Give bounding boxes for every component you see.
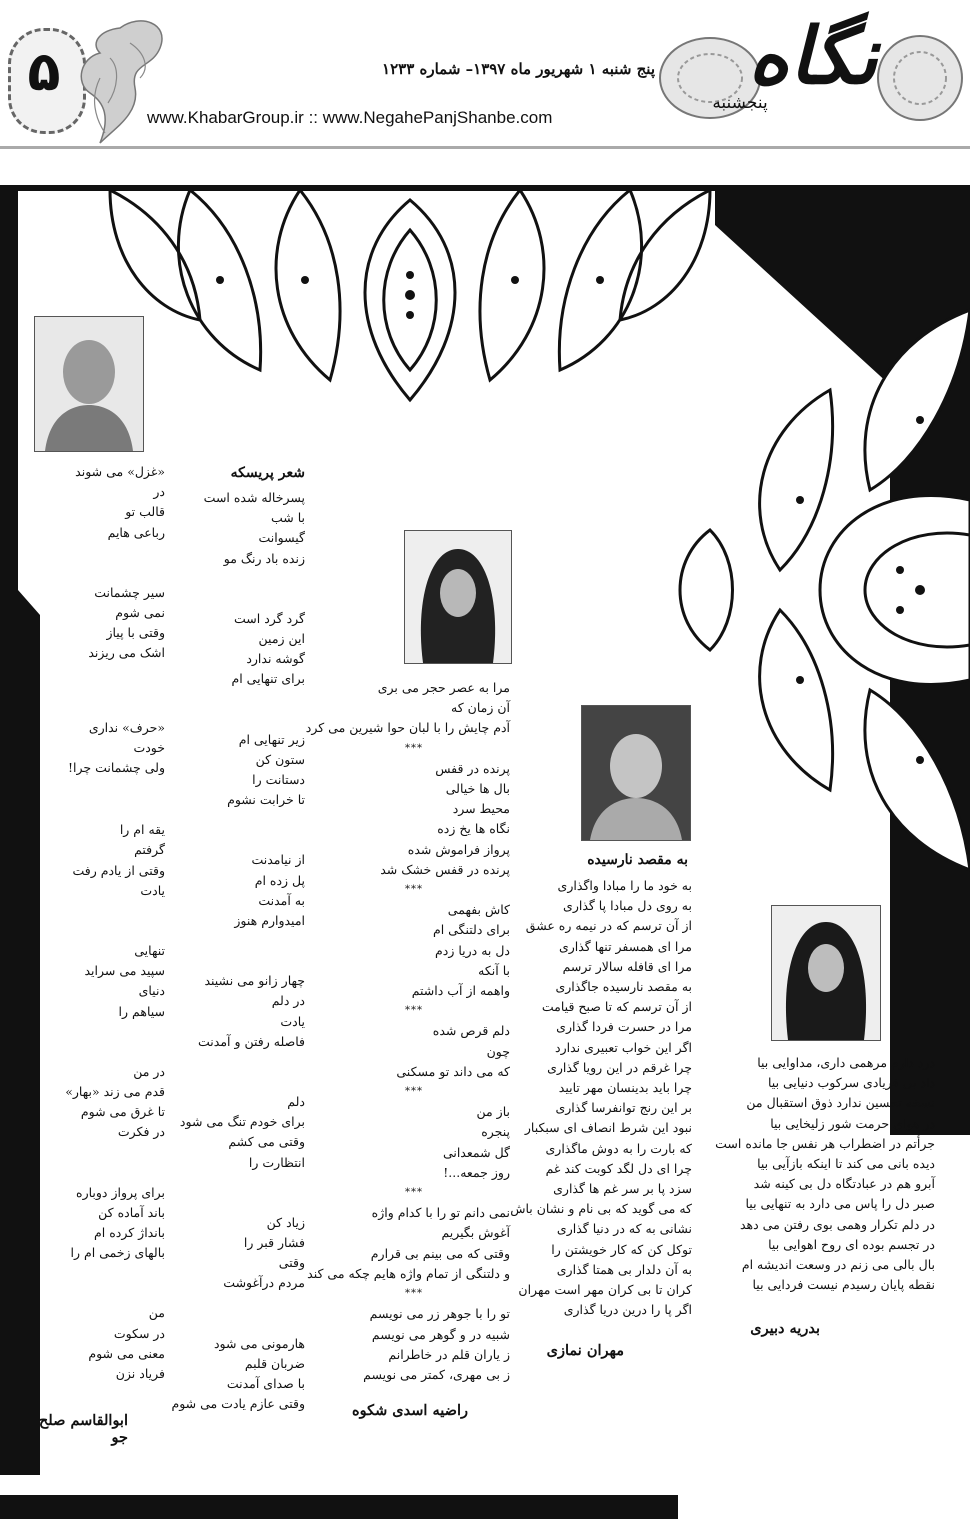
poem-line: داد بی فریادی سرکوب دنیایی بیا <box>767 1075 935 1091</box>
poem-line: جرأتم در اضطراب هر نفس جا مانده است <box>715 1135 935 1151</box>
poem-line: کاش بفهمی <box>447 902 510 918</box>
poem-line: «حرف» نداری <box>88 719 165 735</box>
poem-line: با آنکه <box>478 962 510 978</box>
poem-line: وقتی که می بینم بی قرارم <box>370 1245 510 1261</box>
stanza-separator: *** <box>405 1086 423 1098</box>
poem-line: دستانت را <box>252 772 305 788</box>
poem-line: این زمین <box>258 631 305 647</box>
poem-line: بال ها خیالی <box>445 781 510 797</box>
stanza-separator: *** <box>405 1288 423 1300</box>
poem-line: سپید می سراید <box>84 963 165 979</box>
poem-line: به روی دل مبادا پا گذاری <box>563 898 692 914</box>
poem-line: تو را با جوهر زر می نویسم <box>369 1306 510 1322</box>
poem-line: نمی شوم <box>115 605 165 621</box>
poem-line: اشک می ریزند <box>88 645 165 661</box>
poem-line: پل زده ام <box>254 872 305 888</box>
title-mehran: به مقصد نارسیده <box>587 852 688 868</box>
poem-line: وقتی عازم یادت می شوم <box>171 1396 305 1412</box>
poem-line: با شب <box>270 510 305 526</box>
poem-line: چهار زانو می نشیند <box>204 973 305 989</box>
poem-line: روز جمعه...! <box>443 1164 510 1180</box>
poem-line: اگر این خواب تعبیری ندارد <box>555 1039 692 1055</box>
poem-line: چرا غرقم در این رویا گذاری <box>547 1059 692 1075</box>
poem-badrieh <box>685 1053 935 1295</box>
poem-line: مرا در حسرت فردا گذاری <box>556 1019 692 1035</box>
poem-line: خودت <box>133 739 165 755</box>
poem-line: آدم چایش را با لبان حوا شیرین می کرد <box>305 720 510 736</box>
poem-line: نشانی به که در دنیا گذاری <box>556 1221 692 1237</box>
poem-line: که بارت را به دوش ماگذاری <box>545 1140 692 1156</box>
poem-line: بر این رنج توانفرسا گذاری <box>555 1100 692 1116</box>
poem-line: برای تنهایی ام <box>231 671 305 687</box>
issue-date: پنج شنبه ۱ شهریور ماه ۱۳۹۷– شماره ۱۲۳۳ <box>382 60 655 78</box>
poem-line: معنی می شوم <box>88 1345 165 1361</box>
poem-line: پرنده در قفس خشک شد <box>380 861 510 877</box>
poem-line: وقتی با پیاز <box>106 625 165 641</box>
stanza-separator: *** <box>405 884 423 896</box>
poem-line: اگر پا را درین دریا گذاری <box>563 1302 692 1318</box>
logo-subtitle: پنجشنبه <box>712 93 768 113</box>
poem-line: از آن ترسم که در نیمه ره عشق <box>525 918 692 934</box>
poem-line: گوشه ندارد <box>246 651 305 667</box>
poem-line: چون <box>486 1043 510 1059</box>
poem-line: «غزل» می شوند <box>75 464 165 479</box>
poem-line: وقتی می کشم <box>228 1134 305 1150</box>
poem-line: در سکوت <box>113 1325 165 1341</box>
poem-line: و دلتنگی از تمام واژه هایم چکه می کند <box>307 1265 510 1281</box>
poem-line: در دلم <box>271 993 305 1009</box>
poem-line: ز یاران قلم در خاطرانم <box>388 1346 510 1362</box>
websites-line: www.KhabarGroup.ir :: www.NegahePanjShanbe.com <box>147 108 553 127</box>
poem-line: یادت <box>140 882 165 898</box>
header-rule <box>0 146 970 149</box>
poem-line: دلم <box>287 1094 305 1110</box>
poem-line: برای پرواز دوباره <box>76 1184 165 1200</box>
poem-line: کران تا بی کران مهر است مهران <box>518 1282 692 1298</box>
author-badrieh: بدریه دبیری <box>750 1320 820 1337</box>
poem-line: فریاد نزن <box>115 1366 165 1382</box>
poem-line: قدم می زند «بهار» <box>65 1084 165 1100</box>
poem-line: آغوش بگیریم <box>441 1225 510 1241</box>
poem-mehran <box>510 876 692 1320</box>
stanza-separator: *** <box>405 1005 423 1017</box>
poem-line: پنجره <box>481 1124 510 1140</box>
poem-line: که می گوید که بی نام و نشان باش <box>510 1201 692 1217</box>
poem-line: نقطه پایان رسیدم نیست فردایی بیا <box>752 1277 935 1293</box>
poem-line: باند آماده کن <box>98 1204 165 1220</box>
poem-line: نگاه ها یخ زده <box>437 821 510 837</box>
poem-line: یادت <box>280 1013 305 1029</box>
poem-line: گرفتم <box>134 842 165 858</box>
author-mehran: مهران نمازی <box>546 1342 624 1359</box>
poem-line: تا غرق می شوم <box>80 1104 165 1120</box>
poem-line: فاصله رفتن و آمدنت <box>198 1033 305 1049</box>
poem-line: به مقصد نارسیده جاگذاری <box>555 979 692 995</box>
author-razieh: راضیه اسدی شکوه <box>352 1402 468 1419</box>
poem-line: یقه ام را <box>119 822 165 838</box>
mandala-top <box>100 190 720 430</box>
poem-line: محیط سرد <box>452 801 510 817</box>
poem-line: در تجسم بوده ای روح اهوایی بیا <box>768 1236 935 1252</box>
poem-line: در هوای حرمت شور زلیخایی بیا <box>770 1115 935 1131</box>
poem-line: برای دلتنگی ام <box>432 922 510 938</box>
poem-line: دلم قرص شده <box>432 1023 510 1039</box>
poem-line: بال بالی می زنم در وسعت اندیشه ام <box>741 1257 935 1273</box>
poem-line: به آمدنت <box>258 892 305 908</box>
poem-line: گیسوانت <box>258 530 305 546</box>
poem-line: مرا ای همسفر تنها گذاری <box>558 938 692 954</box>
poem-line: تنهایی <box>134 943 165 959</box>
poem-pariskeh <box>170 488 305 1415</box>
poem-line: زیر تنهایی ام <box>238 731 305 747</box>
poem-line: به آن دلدار بی همتا گذاری <box>556 1261 692 1277</box>
poem-line: به خود ما را مبادا واگذاری <box>557 878 692 893</box>
poem-line: برای خودم تنگ می شود <box>179 1114 305 1130</box>
poem-line: پسرخاله شده است <box>203 490 305 505</box>
title-pariskeh: شعر پریسکه <box>230 465 305 481</box>
poem-line: نمی دانم تو را با کدام واژه <box>371 1205 510 1221</box>
poem-line: توکل کن که کار خویشتن را <box>551 1241 692 1257</box>
poem-line: گرد گرد است <box>234 610 305 626</box>
poem-line: دنیای <box>138 983 165 999</box>
poem-line: پرنده در قفس <box>435 760 510 776</box>
poem-line: آن زمان که <box>451 700 510 716</box>
poem-line: نبود این شرط انصاف ای سبکبار <box>524 1120 692 1136</box>
photo-abolghasem <box>34 316 144 452</box>
photo-razieh <box>404 530 512 664</box>
poem-line: پرواز فراموش شده <box>407 841 510 857</box>
poem-line: بانداژ کرده ام <box>94 1225 165 1241</box>
poem-line: گل شمعدانی <box>442 1144 510 1160</box>
poem-line: فشار قبر را <box>243 1235 305 1251</box>
poem-line: تا خرابت نشوم <box>227 792 305 808</box>
poem-line: سزد پا بر سر غم ها گذاری <box>553 1181 692 1197</box>
poem-line: دیده بانی می کند تا اینکه بازآیی بیا <box>757 1156 935 1172</box>
poem-line: که می داند تو مسکنی <box>396 1063 510 1079</box>
poem-line: زیاد کن <box>266 1214 305 1230</box>
poem-line: با صدای آمدنت <box>226 1376 305 1392</box>
poem-line: دل به دریا زدم <box>435 942 510 958</box>
poem-line: واهمه از آب داشتم <box>411 983 510 999</box>
poem-line: امیدوارم هنوز <box>234 913 305 929</box>
poem-razieh <box>305 678 510 1385</box>
poem-line: چرا باید بدینسان مهر تایید <box>558 1080 692 1096</box>
poem-line: شبیه در و گوهر می نویسم <box>371 1326 510 1342</box>
poem-line: هارمونی می شود <box>213 1335 305 1351</box>
poem-line: صبر دل را پاس می دارد به تنهایی بیا <box>745 1196 935 1212</box>
poem-line: در فکرت <box>117 1124 165 1140</box>
mandala-right <box>650 300 970 880</box>
poem-line: ولی چشمانت چرا! <box>68 760 165 776</box>
poem-line: در دلم تکرار وهمی بوی رفتن می دهد <box>739 1216 935 1232</box>
poem-line: از نیامدنت <box>251 852 305 868</box>
poem-line: مرا ای قافله سالار ترسم <box>562 958 692 974</box>
header <box>0 0 970 152</box>
poem-line: ضربان قلبم <box>244 1355 305 1371</box>
author-abolghasem: ابوالقاسم صلح جو <box>38 1412 128 1446</box>
page-number: ۵ <box>27 40 61 103</box>
poem-line: وقتی از یادم رفت <box>72 862 165 878</box>
poem-line: ز بی مهری، کمتر می نویسم <box>363 1366 510 1382</box>
poem-line: سیاهم را <box>118 1003 165 1019</box>
poem-abolghasem <box>55 462 165 1384</box>
poem-line: رباعی هایم <box>107 524 165 540</box>
poem-line: مرا به عصر حجر می بری <box>377 680 510 695</box>
poem-line: در من <box>133 1063 165 1079</box>
poem-line: چرا ای دل لگد کوبت کند غم <box>545 1160 692 1176</box>
poem-line: قالب تو <box>125 504 165 520</box>
photo-badrieh <box>771 905 881 1041</box>
poem-line: در <box>153 484 165 500</box>
photo-mehran <box>581 705 691 841</box>
poem-line: انتظارت را <box>248 1154 305 1170</box>
stanza-separator: *** <box>405 742 423 754</box>
poem-line: سیر چشمانت <box>94 584 165 600</box>
poem-line: زنده باد رنگ مو <box>223 550 305 566</box>
logo-text: نگاه <box>748 11 878 102</box>
poem-line: ستون کن <box>255 751 305 767</box>
poem-line: بالهای زخمی ام را <box>70 1245 165 1261</box>
poem-line: باز من <box>476 1104 510 1120</box>
poem-line: نسخه تحسین ندارد ذوق استقبال من <box>746 1095 935 1111</box>
stanza-separator: *** <box>405 1187 423 1199</box>
poem-line: آبرو هم در عبادتگاه دل بی کینه شد <box>753 1176 935 1192</box>
poem-line: مردم درآغوشت <box>223 1275 305 1291</box>
poem-line: از آن ترسم که تا صبح قیامت <box>541 999 692 1015</box>
poem-line: درد دارم مرهمی داری، مداوایی بیا <box>757 1055 935 1070</box>
poem-line: من <box>148 1305 165 1321</box>
poem-line: وقتی <box>278 1255 305 1271</box>
